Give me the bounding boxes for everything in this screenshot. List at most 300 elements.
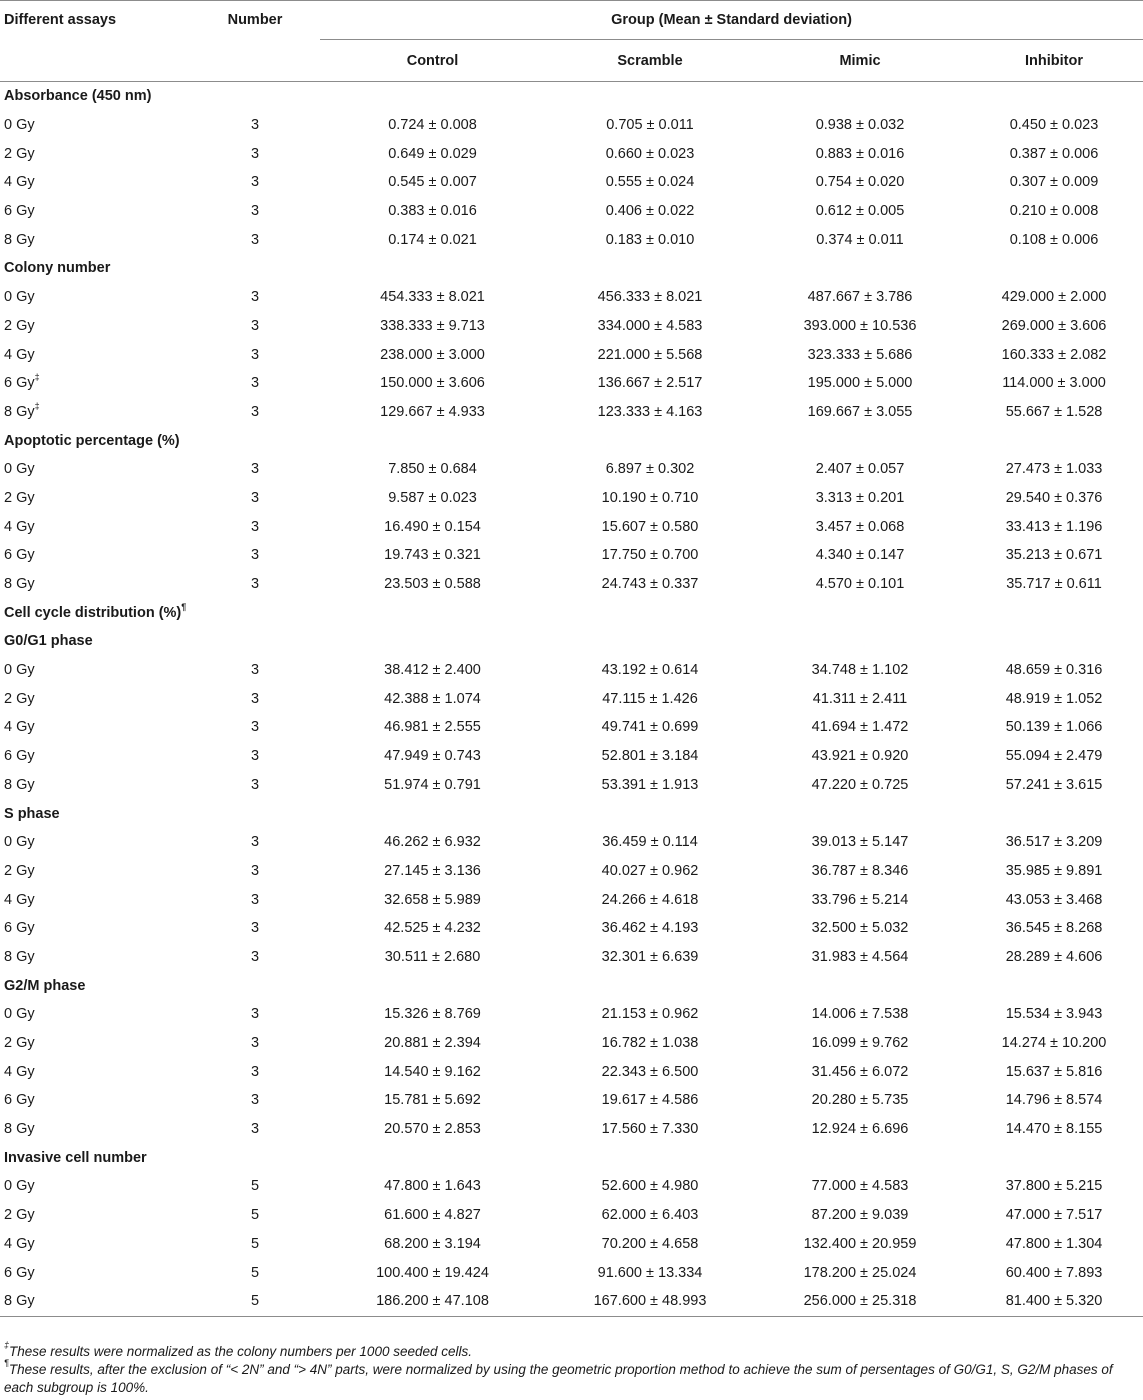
table-row xyxy=(0,197,1143,226)
dose-cell xyxy=(0,857,190,886)
footnote xyxy=(4,1340,1139,1361)
dose-cell xyxy=(0,828,190,857)
table-row xyxy=(0,1287,1143,1316)
section-title: G2/M phase xyxy=(4,977,86,994)
table-row xyxy=(0,312,1143,341)
scramble-value: 22.343 ± 6.500 xyxy=(601,1063,699,1080)
section-title: Invasive cell number xyxy=(4,1149,147,1166)
sample-number: 3 xyxy=(250,203,260,220)
dose-label: 6 Gy xyxy=(4,547,35,564)
mimic-value: 4.340 ± 0.147 xyxy=(815,547,905,564)
control-value: 0.545 ± 0.007 xyxy=(388,174,477,191)
sample-number: 3 xyxy=(250,719,260,736)
control-value: 100.400 ± 19.424 xyxy=(376,1264,489,1281)
inhibitor-value: 60.400 ± 7.893 xyxy=(1005,1264,1103,1281)
sample-number: 3 xyxy=(250,776,260,793)
dose-label: 0 Gy xyxy=(4,289,35,306)
sample-number: 3 xyxy=(250,461,260,478)
inhibitor-value: 35.985 ± 9.891 xyxy=(1005,862,1103,879)
dose-cell xyxy=(0,943,190,972)
control-value: 15.326 ± 8.769 xyxy=(384,1006,481,1023)
mimic-value: 323.333 ± 5.686 xyxy=(807,346,913,363)
control-value: 0.724 ± 0.008 xyxy=(388,117,477,134)
mimic-value: 77.000 ± 4.583 xyxy=(811,1178,909,1195)
table-row xyxy=(0,541,1143,570)
sample-number: 3 xyxy=(250,547,260,564)
scramble-value: 19.617 ± 4.586 xyxy=(601,1092,699,1109)
dose-label: 6 Gy xyxy=(4,1264,35,1281)
control-value: 47.800 ± 1.643 xyxy=(384,1178,481,1195)
footnote-mark: ‡ xyxy=(34,400,40,411)
dose-label: 0 Gy xyxy=(4,1178,35,1195)
dose-cell xyxy=(0,541,190,570)
table-row xyxy=(0,283,1143,312)
inhibitor-value: 35.213 ± 0.671 xyxy=(1005,547,1103,564)
section-title: Colony number xyxy=(4,260,111,277)
section-header-row xyxy=(0,254,1143,283)
footnotes xyxy=(4,1340,1139,1397)
inhibitor-value: 43.053 ± 3.468 xyxy=(1005,891,1103,908)
scramble-value: 47.115 ± 1.426 xyxy=(602,690,698,707)
mimic-value: 2.407 ± 0.057 xyxy=(815,461,905,478)
control-value: 23.503 ± 0.588 xyxy=(384,576,481,593)
header-inhibitor: Inhibitor xyxy=(1025,52,1084,69)
dose-label: 8 Gy xyxy=(4,1293,35,1310)
dose-label: 0 Gy xyxy=(4,834,35,851)
dose-label: 6 Gy xyxy=(4,203,35,220)
dose-cell xyxy=(0,1258,190,1287)
mimic-value: 487.667 ± 3.786 xyxy=(807,289,913,306)
inhibitor-value: 50.139 ± 1.066 xyxy=(1005,719,1103,736)
dose-label: 4 Gy xyxy=(4,518,35,535)
section-title-cell xyxy=(0,799,1143,828)
scramble-value: 15.607 ± 0.580 xyxy=(601,518,699,535)
inhibitor-value: 14.796 ± 8.574 xyxy=(1005,1092,1103,1109)
header-control: Control xyxy=(406,52,459,69)
sample-number: 5 xyxy=(250,1293,260,1310)
section-title: Apoptotic percentage (%) xyxy=(4,432,180,449)
control-value: 38.412 ± 2.400 xyxy=(384,662,481,679)
dose-label: 6 Gy xyxy=(4,748,35,765)
scramble-value: 17.560 ± 7.330 xyxy=(601,1121,699,1138)
sample-number: 3 xyxy=(250,289,260,306)
mimic-value: 32.500 ± 5.032 xyxy=(811,920,909,937)
scramble-value: 53.391 ± 1.913 xyxy=(601,776,699,793)
mimic-value: 12.924 ± 6.696 xyxy=(811,1121,909,1138)
scramble-value: 91.600 ± 13.334 xyxy=(597,1264,703,1281)
sample-number: 3 xyxy=(250,403,260,420)
dose-cell xyxy=(0,713,190,742)
dose-label: 6 Gy xyxy=(4,375,35,392)
inhibitor-value: 114.000 ± 3.000 xyxy=(1002,375,1106,392)
sample-number: 3 xyxy=(250,834,260,851)
section-title-cell xyxy=(0,254,1143,283)
table-row xyxy=(0,1201,1143,1230)
section-header-row xyxy=(0,1143,1143,1172)
control-value: 32.658 ± 5.989 xyxy=(384,891,481,908)
mimic-value: 43.921 ± 0.920 xyxy=(811,748,909,765)
mimic-value: 14.006 ± 7.538 xyxy=(811,1006,909,1023)
dose-cell xyxy=(0,684,190,713)
table-row xyxy=(0,742,1143,771)
inhibitor-value: 28.289 ± 4.606 xyxy=(1005,948,1103,965)
dose-cell xyxy=(0,1172,190,1201)
inhibitor-value: 55.094 ± 2.479 xyxy=(1005,748,1103,765)
mimic-value: 3.457 ± 0.068 xyxy=(815,518,905,535)
dose-cell xyxy=(0,139,190,168)
scramble-value: 24.743 ± 0.337 xyxy=(601,576,699,593)
dose-cell xyxy=(0,570,190,599)
inhibitor-value: 429.000 ± 2.000 xyxy=(1001,289,1107,306)
control-value: 0.383 ± 0.016 xyxy=(388,203,477,220)
control-value: 51.974 ± 0.791 xyxy=(384,776,481,793)
scramble-value: 43.192 ± 0.614 xyxy=(601,662,699,679)
table-row xyxy=(0,857,1143,886)
dose-cell xyxy=(0,398,190,427)
control-value: 150.000 ± 3.606 xyxy=(380,375,485,392)
table-row xyxy=(0,369,1143,398)
inhibitor-value: 47.800 ± 1.304 xyxy=(1005,1235,1103,1252)
footnote-text: These results were normalized as the colony numbers per 1000 seeded cells. xyxy=(9,1344,473,1359)
dose-cell xyxy=(0,225,190,254)
mimic-value: 3.313 ± 0.201 xyxy=(815,489,905,506)
section-header-row xyxy=(0,82,1143,111)
control-value: 61.600 ± 4.827 xyxy=(384,1207,481,1224)
section-title-cell xyxy=(0,82,1143,111)
dose-cell xyxy=(0,455,190,484)
scramble-value: 62.000 ± 6.403 xyxy=(601,1207,699,1224)
table-row xyxy=(0,1057,1143,1086)
inhibitor-value: 0.387 ± 0.006 xyxy=(1009,145,1099,162)
header-empty xyxy=(190,40,320,82)
mimic-value: 0.883 ± 0.016 xyxy=(815,145,905,162)
sample-number: 3 xyxy=(250,1063,260,1080)
scramble-value: 334.000 ± 4.583 xyxy=(597,317,703,334)
control-value: 15.781 ± 5.692 xyxy=(384,1092,481,1109)
scramble-value: 0.406 ± 0.022 xyxy=(605,203,695,220)
control-value: 46.262 ± 6.932 xyxy=(384,834,481,851)
table-row xyxy=(0,885,1143,914)
control-value: 7.850 ± 0.684 xyxy=(388,461,477,478)
dose-cell xyxy=(0,484,190,513)
header-group: Group (Mean ± Standard deviation) xyxy=(320,1,1143,40)
dose-cell xyxy=(0,1057,190,1086)
mimic-value: 41.311 ± 2.411 xyxy=(812,690,908,707)
dose-label: 2 Gy xyxy=(4,489,35,506)
scramble-value: 456.333 ± 8.021 xyxy=(597,289,703,306)
sample-number: 3 xyxy=(250,948,260,965)
scramble-value: 32.301 ± 6.639 xyxy=(601,948,699,965)
dose-label: 2 Gy xyxy=(4,317,35,334)
dose-label: 8 Gy xyxy=(4,231,35,248)
control-value: 20.570 ± 2.853 xyxy=(384,1121,481,1138)
footnote-text: These results, after the exclusion of “< 2N” and “> 4N” parts, were normalized by using the geometric proportion method to achieve the sum of persentages of G0/G1, S, G2/M phases of each subgroup is 100%. xyxy=(4,1362,1113,1395)
section-title: S phase xyxy=(4,805,60,822)
mimic-value: 87.200 ± 9.039 xyxy=(811,1207,909,1224)
scramble-value: 49.741 ± 0.699 xyxy=(601,719,699,736)
sample-number: 5 xyxy=(250,1235,260,1252)
dose-cell xyxy=(0,771,190,800)
inhibitor-value: 36.545 ± 8.268 xyxy=(1005,920,1103,937)
scramble-value: 24.266 ± 4.618 xyxy=(601,891,699,908)
dose-label: 8 Gy xyxy=(4,948,35,965)
dose-cell xyxy=(0,1115,190,1144)
inhibitor-value: 29.540 ± 0.376 xyxy=(1005,489,1103,506)
scramble-value: 52.600 ± 4.980 xyxy=(601,1178,699,1195)
dose-label: 2 Gy xyxy=(4,690,35,707)
mimic-value: 0.612 ± 0.005 xyxy=(815,203,905,220)
sample-number: 5 xyxy=(250,1264,260,1281)
inhibitor-value: 33.413 ± 1.196 xyxy=(1005,518,1103,535)
header-scramble: Scramble xyxy=(617,52,683,69)
dose-label: 0 Gy xyxy=(4,117,35,134)
sample-number: 3 xyxy=(250,145,260,162)
scramble-value: 36.459 ± 0.114 xyxy=(602,834,698,851)
dose-cell xyxy=(0,197,190,226)
inhibitor-value: 269.000 ± 3.606 xyxy=(1001,317,1107,334)
dose-label: 4 Gy xyxy=(4,1235,35,1252)
table-row xyxy=(0,713,1143,742)
dose-label: 8 Gy xyxy=(4,576,35,593)
mimic-value: 36.787 ± 8.346 xyxy=(811,862,909,879)
section-title-cell xyxy=(0,598,1143,627)
sample-number: 3 xyxy=(250,117,260,134)
sample-number: 5 xyxy=(250,1207,260,1224)
mimic-value: 33.796 ± 5.214 xyxy=(811,891,909,908)
control-value: 68.200 ± 3.194 xyxy=(384,1235,481,1252)
section-header-row xyxy=(0,426,1143,455)
dose-label: 0 Gy xyxy=(4,461,35,478)
mimic-value: 41.694 ± 1.472 xyxy=(811,719,909,736)
section-header-row xyxy=(0,971,1143,1000)
section-header-row xyxy=(0,799,1143,828)
sample-number: 3 xyxy=(250,375,260,392)
sample-number: 3 xyxy=(250,662,260,679)
dose-cell xyxy=(0,512,190,541)
sample-number: 3 xyxy=(250,317,260,334)
sample-number: 3 xyxy=(250,690,260,707)
control-value: 186.200 ± 47.108 xyxy=(376,1293,489,1310)
inhibitor-value: 55.667 ± 1.528 xyxy=(1005,403,1103,420)
mimic-value: 393.000 ± 10.536 xyxy=(803,317,917,334)
table-row xyxy=(0,1172,1143,1201)
sample-number: 3 xyxy=(250,748,260,765)
sample-number: 3 xyxy=(250,920,260,937)
scramble-value: 16.782 ± 1.038 xyxy=(601,1035,699,1052)
section-title-cell xyxy=(0,627,1143,656)
dose-cell xyxy=(0,885,190,914)
dose-cell xyxy=(0,1287,190,1316)
scramble-value: 0.660 ± 0.023 xyxy=(605,145,695,162)
header-empty xyxy=(0,40,190,82)
sample-number: 5 xyxy=(250,1178,260,1195)
table-row xyxy=(0,139,1143,168)
dose-cell xyxy=(0,312,190,341)
section-header-row xyxy=(0,627,1143,656)
mimic-value: 0.938 ± 0.032 xyxy=(815,117,905,134)
sample-number: 3 xyxy=(250,1035,260,1052)
inhibitor-value: 14.470 ± 8.155 xyxy=(1005,1121,1103,1138)
dose-label: 4 Gy xyxy=(4,891,35,908)
inhibitor-value: 27.473 ± 1.033 xyxy=(1005,461,1103,478)
dose-cell xyxy=(0,1230,190,1259)
mimic-value: 195.000 ± 5.000 xyxy=(807,375,913,392)
results-table-body xyxy=(0,1,1143,1317)
sample-number: 3 xyxy=(250,518,260,535)
dose-label: 8 Gy xyxy=(4,403,35,420)
table-row xyxy=(0,512,1143,541)
dose-label: 4 Gy xyxy=(4,1063,35,1080)
table-row xyxy=(0,1000,1143,1029)
dose-label: 0 Gy xyxy=(4,662,35,679)
scramble-value: 17.750 ± 0.700 xyxy=(601,547,699,564)
section-title: G0/G1 phase xyxy=(4,633,93,650)
section-header-row xyxy=(0,598,1143,627)
mimic-value: 39.013 ± 5.147 xyxy=(811,834,909,851)
dose-label: 0 Gy xyxy=(4,1006,35,1023)
header-assays: Different assays xyxy=(4,12,117,29)
scramble-value: 40.027 ± 0.962 xyxy=(601,862,699,879)
dose-cell xyxy=(0,340,190,369)
sample-number: 3 xyxy=(250,891,260,908)
inhibitor-value: 36.517 ± 3.209 xyxy=(1005,834,1103,851)
section-title-cell xyxy=(0,971,1143,1000)
scramble-value: 136.667 ± 2.517 xyxy=(597,375,703,392)
dose-cell xyxy=(0,168,190,197)
control-value: 46.981 ± 2.555 xyxy=(384,719,481,736)
scramble-value: 221.000 ± 5.568 xyxy=(597,346,703,363)
inhibitor-value: 15.637 ± 5.816 xyxy=(1005,1063,1103,1080)
control-value: 19.743 ± 0.321 xyxy=(384,547,481,564)
sample-number: 3 xyxy=(250,576,260,593)
scramble-value: 0.555 ± 0.024 xyxy=(605,174,695,191)
inhibitor-value: 35.717 ± 0.611 xyxy=(1006,576,1102,593)
dose-cell xyxy=(0,742,190,771)
control-value: 42.388 ± 1.074 xyxy=(384,690,481,707)
dose-cell xyxy=(0,1029,190,1058)
mimic-value: 256.000 ± 25.318 xyxy=(803,1293,917,1310)
table-row xyxy=(0,914,1143,943)
dose-cell xyxy=(0,111,190,140)
dose-cell xyxy=(0,1000,190,1029)
table-row xyxy=(0,943,1143,972)
mimic-value: 132.400 ± 20.959 xyxy=(803,1235,917,1252)
inhibitor-value: 81.400 ± 5.320 xyxy=(1005,1293,1103,1310)
mimic-value: 16.099 ± 9.762 xyxy=(811,1035,909,1052)
footnote-mark: ¶ xyxy=(181,601,187,612)
table-row xyxy=(0,1258,1143,1287)
dose-label: 2 Gy xyxy=(4,145,35,162)
scramble-value: 70.200 ± 4.658 xyxy=(601,1235,699,1252)
table-row xyxy=(0,455,1143,484)
control-value: 129.667 ± 4.933 xyxy=(380,403,485,420)
control-value: 0.649 ± 0.029 xyxy=(388,145,477,162)
dose-cell xyxy=(0,1201,190,1230)
header-mimic: Mimic xyxy=(839,52,881,69)
inhibitor-value: 0.210 ± 0.008 xyxy=(1009,203,1099,220)
inhibitor-value: 0.108 ± 0.006 xyxy=(1009,231,1099,248)
inhibitor-value: 14.274 ± 10.200 xyxy=(1001,1035,1107,1052)
control-value: 47.949 ± 0.743 xyxy=(384,748,481,765)
table-row xyxy=(0,1115,1143,1144)
scramble-value: 52.801 ± 3.184 xyxy=(601,748,699,765)
section-title-cell xyxy=(0,426,1143,455)
dose-cell xyxy=(0,283,190,312)
inhibitor-value: 48.659 ± 0.316 xyxy=(1005,662,1103,679)
scramble-value: 123.333 ± 4.163 xyxy=(597,403,703,420)
inhibitor-value: 57.241 ± 3.615 xyxy=(1005,776,1103,793)
table-row xyxy=(0,828,1143,857)
scramble-value: 21.153 ± 0.962 xyxy=(601,1006,699,1023)
dose-label: 8 Gy xyxy=(4,1121,35,1138)
control-value: 338.333 ± 9.713 xyxy=(380,317,485,334)
mimic-value: 4.570 ± 0.101 xyxy=(815,576,905,593)
table-row xyxy=(0,111,1143,140)
control-value: 9.587 ± 0.023 xyxy=(388,489,477,506)
table-row xyxy=(0,398,1143,427)
sample-number: 3 xyxy=(250,862,260,879)
scramble-value: 0.705 ± 0.011 xyxy=(606,117,694,134)
sample-number: 3 xyxy=(250,1006,260,1023)
inhibitor-value: 48.919 ± 1.052 xyxy=(1005,690,1103,707)
header-row-1 xyxy=(0,1,1143,40)
footnote-mark: ‡ xyxy=(34,372,40,383)
inhibitor-value: 0.450 ± 0.023 xyxy=(1009,117,1099,134)
sample-number: 3 xyxy=(250,231,260,248)
footnote-mark: ‡ xyxy=(4,1340,10,1350)
dose-label: 6 Gy xyxy=(4,920,35,937)
mimic-value: 0.754 ± 0.020 xyxy=(815,174,905,191)
mimic-value: 0.374 ± 0.011 xyxy=(816,231,904,248)
inhibitor-value: 47.000 ± 7.517 xyxy=(1005,1207,1103,1224)
dose-label: 6 Gy xyxy=(4,1092,35,1109)
table-row xyxy=(0,684,1143,713)
mimic-value: 47.220 ± 0.725 xyxy=(811,776,909,793)
control-value: 238.000 ± 3.000 xyxy=(380,346,485,363)
dose-label: 8 Gy xyxy=(4,776,35,793)
dose-label: 2 Gy xyxy=(4,1207,35,1224)
inhibitor-value: 15.534 ± 3.943 xyxy=(1005,1006,1103,1023)
control-value: 454.333 ± 8.021 xyxy=(380,289,485,306)
table-row xyxy=(0,225,1143,254)
dose-label: 4 Gy xyxy=(4,174,35,191)
scramble-value: 0.183 ± 0.010 xyxy=(605,231,695,248)
section-title-cell xyxy=(0,1143,1143,1172)
table-row xyxy=(0,656,1143,685)
table-row xyxy=(0,570,1143,599)
sample-number: 3 xyxy=(250,489,260,506)
dose-label: 4 Gy xyxy=(4,346,35,363)
table-row xyxy=(0,1086,1143,1115)
table-row xyxy=(0,168,1143,197)
footnote-mark: ¶ xyxy=(4,1358,9,1368)
sample-number: 3 xyxy=(250,174,260,191)
section-title: Cell cycle distribution (%) xyxy=(4,604,182,621)
scramble-value: 36.462 ± 4.193 xyxy=(601,920,699,937)
header-number: Number xyxy=(227,12,283,29)
sample-number: 3 xyxy=(250,1121,260,1138)
dose-cell xyxy=(0,1086,190,1115)
table-row xyxy=(0,1029,1143,1058)
control-value: 30.511 ± 2.680 xyxy=(384,948,481,965)
mimic-value: 31.983 ± 4.564 xyxy=(811,948,909,965)
footnote xyxy=(4,1358,1139,1397)
control-value: 14.540 ± 9.162 xyxy=(384,1063,481,1080)
table-row xyxy=(0,340,1143,369)
header-row-2 xyxy=(0,40,1143,82)
section-title: Absorbance (450 nm) xyxy=(4,88,152,105)
control-value: 42.525 ± 4.232 xyxy=(384,920,481,937)
